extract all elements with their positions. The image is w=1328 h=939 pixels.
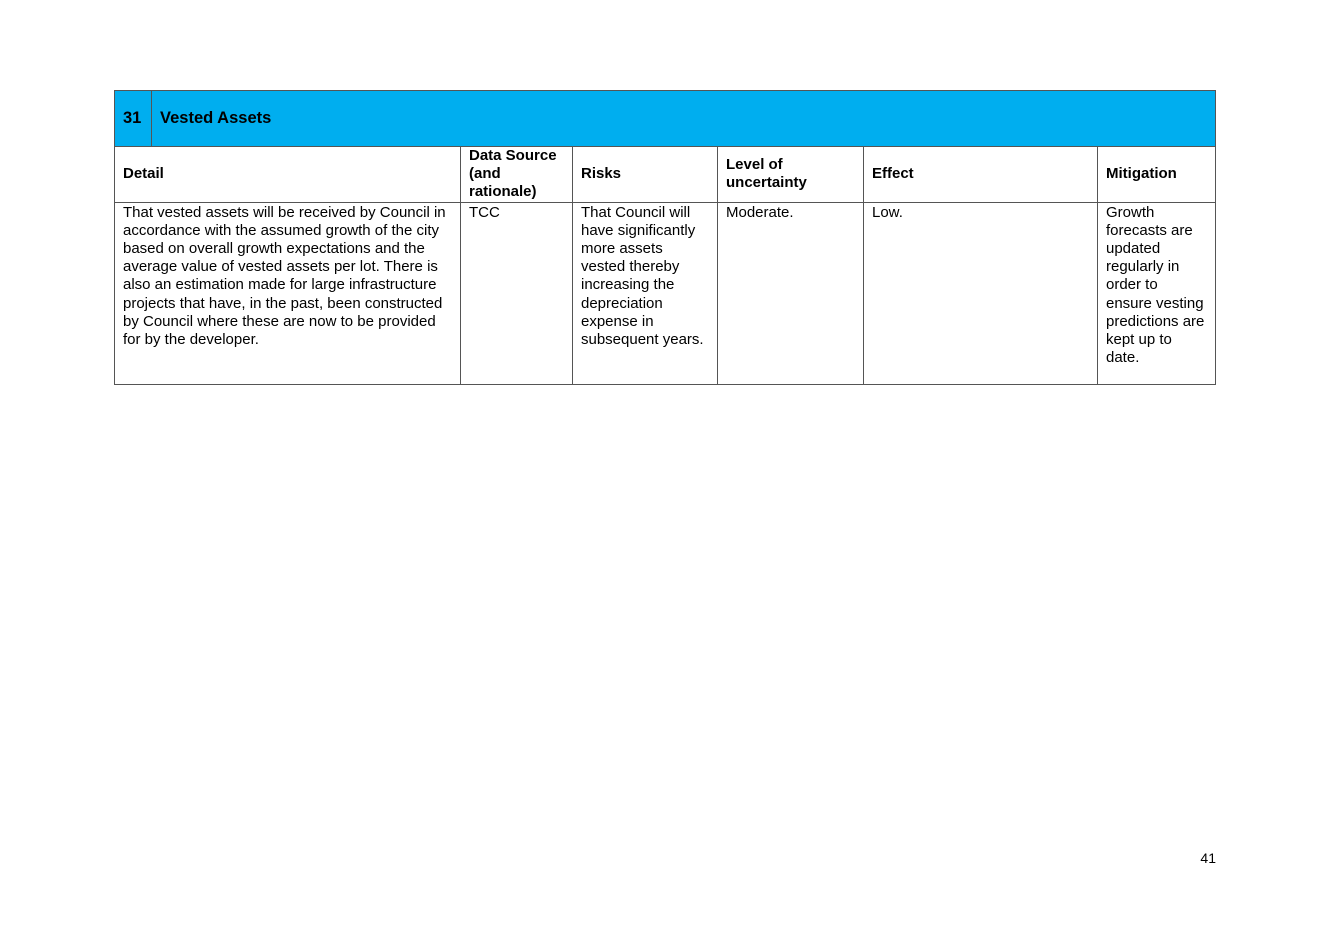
mitigation-cell: Growth forecasts are updated regularly in order to ensure vesting predictions are kept up to date.: [1098, 202, 1216, 384]
effect-cell: Low.: [864, 202, 1098, 384]
assumptions-table: [114, 90, 1216, 385]
uncertainty-cell: Moderate.: [718, 202, 864, 384]
page-number: 41: [1200, 850, 1216, 866]
column-header-effect: Effect: [864, 147, 1098, 203]
column-header-mitigation: Mitigation: [1098, 147, 1216, 203]
column-header-detail: Detail: [115, 147, 461, 203]
column-header-data-source: Data Source (and rationale): [461, 147, 573, 203]
detail-cell: That vested assets will be received by Council in accordance with the assumed growth of the city based on overall growth expectations and the average value of vested assets per lot. There is also an estimation made for large infrastructure projects that have, in the past, been constructed by Council where these are now to be provided for by the developer.: [115, 202, 461, 384]
column-header-row: [115, 147, 1216, 203]
section-title: Vested Assets: [152, 91, 1216, 147]
section-number: 31: [115, 91, 152, 147]
column-header-risks: Risks: [573, 147, 718, 203]
section-title-row: [115, 91, 1216, 147]
table-row: [115, 202, 1216, 384]
data-source-cell: TCC: [461, 202, 573, 384]
column-header-uncertainty: Level of uncertainty: [718, 147, 864, 203]
risks-cell: That Council will have significantly more assets vested thereby increasing the depreciation expense in subsequent years.: [573, 202, 718, 384]
